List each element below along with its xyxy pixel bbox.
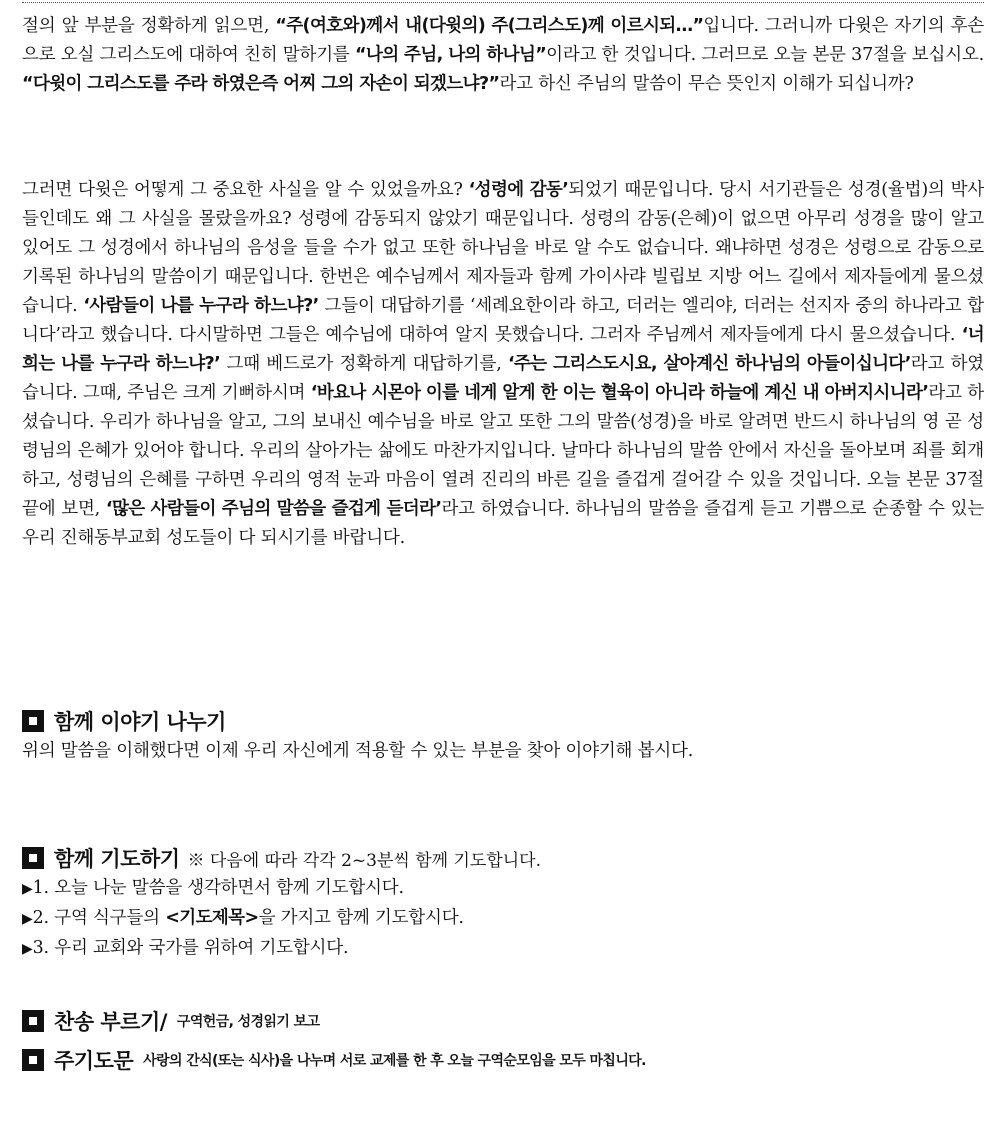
emphasized-quote: ‘너희는 나를 누구라 하느냐?’	[22, 325, 984, 374]
triangle-bullet-icon: ▶	[22, 881, 33, 897]
list-item-text	[33, 878, 404, 898]
list-item	[22, 904, 984, 934]
text-run: 라고 하신 주님의 말씀이 무슨 뜻인지 이해가 되십니까?	[499, 74, 914, 94]
square-bullet-icon	[22, 1049, 44, 1071]
section-heading	[22, 1044, 984, 1076]
text-run: 2. 구역 식구들의	[32, 908, 166, 928]
paragraph-2	[22, 176, 984, 553]
list-item	[22, 934, 984, 964]
section-title: 주기도문	[54, 1049, 134, 1073]
section-title: 찬송 부르기/	[54, 1010, 167, 1034]
text-run: 절의 앞 부분을 정확하게 읽으면,	[22, 16, 276, 36]
list-item-text	[33, 938, 349, 958]
emphasized-quote: “주(여호와)께서 내(다윗의) 주(그리스도)께 이르시되…”	[275, 16, 704, 36]
emphasized-quote: ‘많은 사람들이 주님의 말씀을 즐겁게 듣더라’	[105, 499, 442, 519]
section-note: ※ 다음에 따라 각각 2~3분씩 함께 기도합니다.	[187, 850, 541, 871]
text-run: 을 가지고 함께 기도합시다.	[258, 908, 464, 928]
section-heading	[22, 705, 984, 737]
section-heading	[22, 1005, 984, 1037]
text-run: 라고 하셨습니다. 우리가 하나님을 알고, 그의 보내신 예수님을 바로 알고 또한 그의 말씀(성경)을 바로 알려면 반드시 하나님의 영 곧 성령님의 은혜가 있어야 합니다. 우리의 살아가는 삶에도 마찬가지입니다. 날마다 하나님의 말씀 안에서 자신을 돌아보며 죄를 회개하고, 성령님의 은혜를 구하면 우리의 영적 눈과 마음이 열려 진리의 바른 길을 즐겁게 걸어갈 수 있을 것입니다. 오늘 본문 37절 끝에 보면,	[22, 383, 984, 519]
emphasized-quote: ‘바요나 시몬아 이를 네게 알게 한 이는 혈육이 아니라 하늘에 계신 내 아버지시니라’	[310, 383, 929, 403]
section-hymn	[22, 1005, 984, 1037]
triangle-bullet-icon: ▶	[22, 941, 33, 957]
text-run: 이라고 한 것입니다. 그러므로 오늘 본문 37절을 보십시오.	[546, 45, 984, 65]
section-note: 구역헌금, 성경읽기 보고	[176, 1014, 320, 1030]
text-run: 그때 베드로가 정확하게 대답하기를,	[220, 354, 508, 374]
section-title: 함께 기도하기	[54, 847, 180, 871]
square-bullet-icon	[22, 847, 44, 869]
text-run: 입니다. 그러니까 다윗은 자기의 후손으로 오실 그리스도에 대하여 친히 말하기를	[22, 16, 985, 65]
text-run: 3. 우리 교회와 국가를 위하여 기도합시다.	[32, 938, 349, 958]
triangle-bullet-icon: ▶	[22, 911, 33, 927]
emphasized-quote: ‘성령에 감동’	[468, 180, 569, 200]
top-dotted-divider	[22, 2, 984, 3]
emphasized-quote: “나의 주님, 나의 하나님”	[355, 45, 547, 65]
paragraph-1	[22, 12, 984, 99]
text-run: 1. 오늘 나눈 말씀을 생각하면서 함께 기도합시다.	[32, 878, 404, 898]
emphasized-quote: ‘주는 그리스도시요, 살아계신 하나님의 아들이십니다’	[507, 354, 911, 374]
text-run: 라고 하였습니다. 그때, 주님은 크게 기뻐하시며	[22, 354, 984, 403]
emphasized-quote: <기도제목>	[165, 908, 259, 928]
section-pray	[22, 842, 984, 964]
text-run: 그들이 대답하기를 ‘세례요한이라 하고, 더러는 엘리야, 더러는 선지자 중의 하나라고 합니다’라고 했습니다. 다시말하면 그들은 예수님에 대하여 알지 못했습니다. 그러자 주님께서 제자들에게 다시 물으셨습니다.	[22, 296, 984, 345]
text-run: 라고 하였습니다. 하나님의 말씀을 즐겁게 듣고 기쁨으로 순종할 수 있는 우리 진해동부교회 성도들이 다 되시기를 바랍니다.	[22, 499, 984, 548]
section-note: 사랑의 간식(또는 식사)을 나누며 서로 교제를 한 후 오늘 구역순모임을 모두 마칩니다.	[143, 1053, 646, 1069]
section-heading	[22, 842, 984, 874]
emphasized-quote: “다윗이 그리스도를 주라 하였은즉 어찌 그의 자손이 되겠느냐?”	[22, 74, 500, 94]
square-bullet-icon	[22, 710, 44, 732]
section-title: 함께 이야기 나누기	[54, 710, 226, 734]
text-run: 그러면 다윗은 어떻게 그 중요한 사실을 알 수 있었을까요?	[22, 180, 469, 200]
square-bullet-icon	[22, 1010, 44, 1032]
list-item-text	[33, 908, 464, 928]
section-closing	[22, 1044, 984, 1076]
section-body: 위의 말씀을 이해했다면 이제 우리 자신에게 적용할 수 있는 부분을 찾아 이야기해 봅시다.	[22, 741, 694, 761]
text-run: 되었기 때문입니다. 당시 서기관들은 성경(율법)의 박사들인데도 왜 그 사실을 몰랐을까요? 성령에 감동되지 않았기 때문입니다. 성령의 감동(은혜)이 없으면 아무리 성경을 많이 알고 있어도 그 성경에서 하나님의 음성을 들을 수가 없고 또한 하나님을 바로 알 수도 없습니다. 왜냐하면 성경은 성령으로 감동으로 기록된 하나님의 말씀이기 때문입니다. 한번은 예수님께서 제자들과 함께 가이사랴 빌립보 지방 어느 길에서 제자들에게 물으셨습니다.	[22, 180, 984, 316]
list-item	[22, 874, 984, 904]
section-share	[22, 705, 984, 766]
emphasized-quote: ‘사람들이 나를 누구라 하느냐?’	[83, 296, 319, 316]
prayer-list	[22, 874, 984, 964]
